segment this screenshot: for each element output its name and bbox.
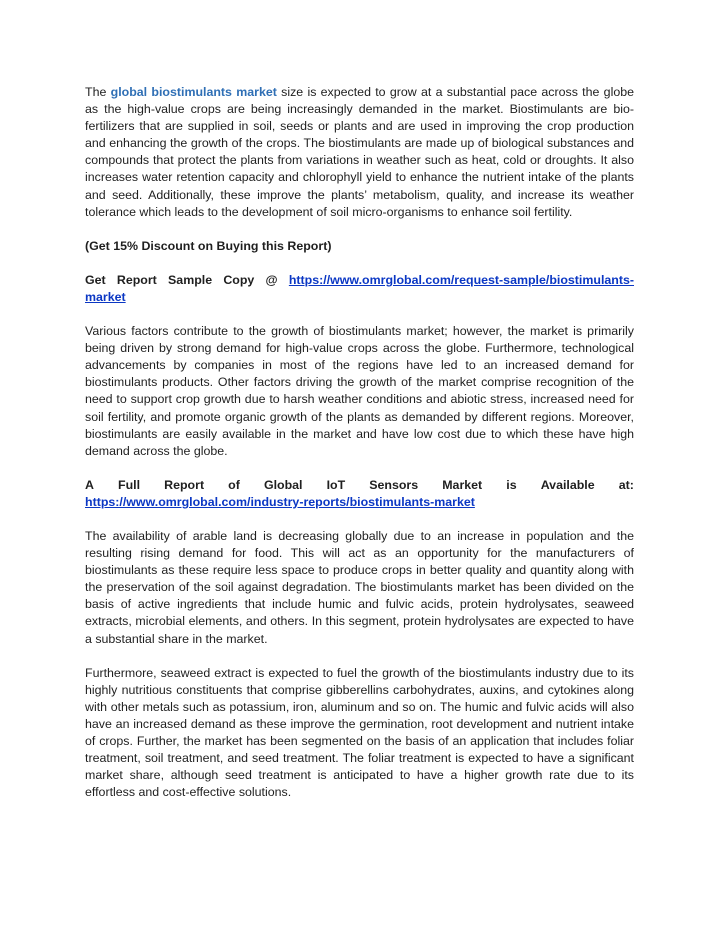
intro-body: size is expected to grow at a substantial pace across the globe as the high-value crops are being increasingly demanded in the market. Biostimulants are bio-fertilizers that are supplied in soil, seeds or plants and are used in improving the crop production and enhancing the growth of the crops. The biostimulants are made up of biological substances and compounds that protect the plants from variations in weather such as heat, cold or droughts. It also increases water retention capacity and chlorophyll yield to enhance the nutrient intake of the plants and seed. Additionally, these improve the plants’ metabolism, quality, and increase its weather tolerance which leads to the development of soil micro-organisms to enhance soil fertility.	[85, 85, 634, 219]
full-report-word: IoT	[326, 477, 346, 492]
full-report-word: of	[228, 477, 240, 492]
intro-lead: The	[85, 85, 111, 99]
full-report-word: Sensors	[369, 477, 419, 492]
full-report-word: Market	[442, 477, 483, 492]
full-report-word: is	[506, 477, 517, 492]
intro-paragraph	[85, 84, 634, 221]
full-report-word: Report	[164, 477, 205, 492]
full-report-heading	[85, 477, 634, 494]
growth-factors-paragraph: Various factors contribute to the growth of biostimulants market; however, the market is primarily being driven by strong demand for high-value crops across the globe. Furthermore, technological advancements by companies in most of the regions have led to an increased demand for biostimulants products. Other factors driving the growth of the market comprise recognition of the need to support crop growth due to harsh weather conditions and abiotic stress, increased need for soil fertility, and promote organic growth of the plants as demanded by different regions. Moreover, biostimulants are easily available in the market and have low cost due to which these have high demand across the globe.	[85, 324, 634, 458]
sample-copy-line	[85, 272, 634, 306]
full-report-link[interactable]: https://www.omrglobal.com/industry-reports/biostimulants-market	[85, 494, 475, 509]
full-report-word: Available	[540, 477, 595, 492]
sample-copy-link[interactable]: https://www.omrglobal.com/request-sample/biostimulants-market	[85, 272, 634, 304]
full-report-word: A	[85, 477, 94, 492]
full-report-block	[85, 477, 634, 511]
full-report-word: Full	[118, 477, 141, 492]
highlighted-market-term: global biostimulants market	[110, 85, 277, 99]
full-report-word: at:	[618, 477, 634, 492]
document-page	[85, 84, 634, 818]
arable-land-paragraph: The availability of arable land is decreasing globally due to an increase in population and the resulting rising demand for food. This will act as an opportunity for the manufacturers of biostimulants as these require less space to produce crops in better quality and quantity along with the preservation of the soil against degradation. The biostimulants market has been divided on the basis of active ingredients that include humic and fulvic acids, protein hydrolysates, seaweed extracts, microbial elements, and others. In this segment, protein hydrolysates are expected to have a substantial share in the market.	[85, 528, 634, 646]
full-report-word: Global	[263, 477, 303, 492]
discount-note: (Get 15% Discount on Buying this Report)	[85, 238, 332, 253]
seaweed-extract-paragraph: Furthermore, seaweed extract is expected to fuel the growth of the biostimulants industry due to its highly nutritious constituents that comprise gibberellins carbohydrates, auxins, and cytokines along with other metals such as potassium, iron, aluminum and so on. The humic and fulvic acids will also have an increased demand as these improve the germination, root development and nutrient intake of crops. Further, the market has been segmented on the basis of an application that includes foliar treatment, soil treatment, and seed treatment. The foliar treatment is expected to have a significant market share, although seed treatment is anticipated to have a higher growth rate due to its effortless and cost-effective solutions.	[85, 665, 634, 800]
sample-copy-label: Get Report Sample Copy @	[85, 272, 289, 287]
